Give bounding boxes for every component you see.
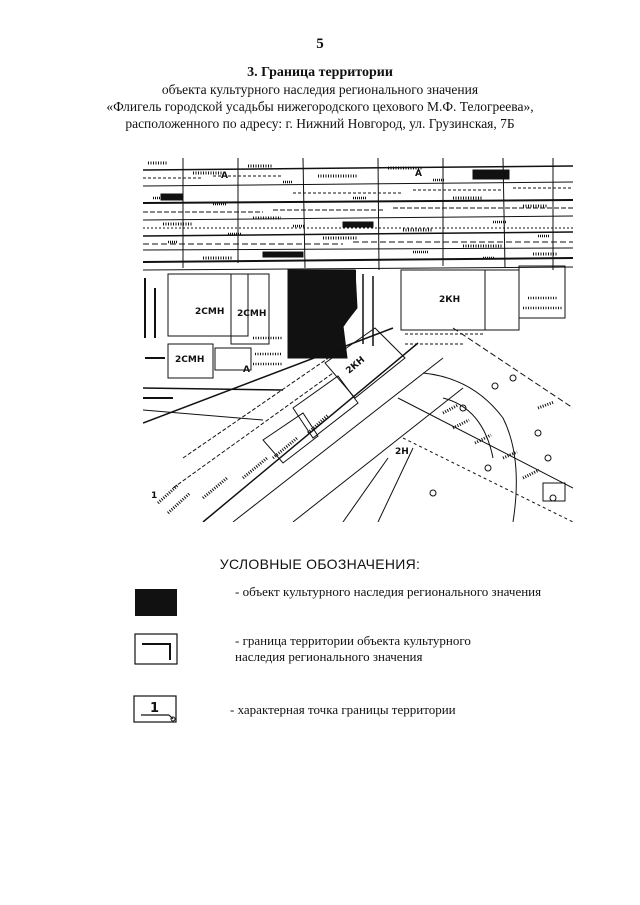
- heading-title: 3. Граница территории: [247, 65, 393, 80]
- lower-right-area: [343, 328, 573, 522]
- section-heading: [0, 64, 640, 132]
- label-point-1: 1: [151, 491, 158, 501]
- label-block5: 2КН: [344, 355, 368, 377]
- left-blocks: [143, 274, 283, 420]
- legend-item-boundary-point: - характерная точка границы территории: [230, 702, 456, 717]
- legend-title: УСЛОВНЫЕ ОБОЗНАЧЕНИЯ:: [219, 556, 421, 572]
- label-block1: 2СМН: [195, 307, 225, 317]
- boundary-point-legend-symbol: [133, 695, 177, 723]
- legend-item-boundary-line1: - граница территории объекта культурного: [235, 633, 471, 648]
- label-block4: 2КН: [439, 295, 461, 305]
- heritage-object-legend-swatch: [135, 589, 177, 616]
- legend-item-boundary-line2: наследия регионального значения: [235, 649, 423, 664]
- heritage-object: [288, 270, 357, 358]
- heading-line-2: «Флигель городской усадьбы нижегородского цехового М.Ф. Телогреева»,: [106, 99, 534, 114]
- label-block2: 2СМН: [237, 309, 267, 319]
- map-drawing: [143, 158, 573, 522]
- cadastral-map: [143, 158, 573, 522]
- top-street-band: [143, 158, 573, 270]
- heading-line-3: расположенного по адресу: г. Нижний Новгород, ул. Грузинская, 7Б: [125, 116, 515, 131]
- legend-item-heritage-object: - объект культурного наследия регионального значения: [235, 584, 542, 599]
- legend-item-boundary: [235, 633, 471, 665]
- heading-line-1: объекта культурного наследия регионального значения: [161, 82, 479, 97]
- label-block6: 2Н: [395, 447, 409, 457]
- label-mark-a3: А: [243, 365, 250, 375]
- legend-point-label: 1: [150, 701, 160, 716]
- label-block3: 2СМН: [175, 355, 205, 365]
- label-mark-a2: А: [415, 169, 422, 179]
- boundary-legend-symbol: [134, 633, 178, 665]
- label-mark-a1: А: [221, 171, 228, 181]
- right-blocks: [363, 266, 565, 346]
- page-number: 5: [316, 36, 324, 52]
